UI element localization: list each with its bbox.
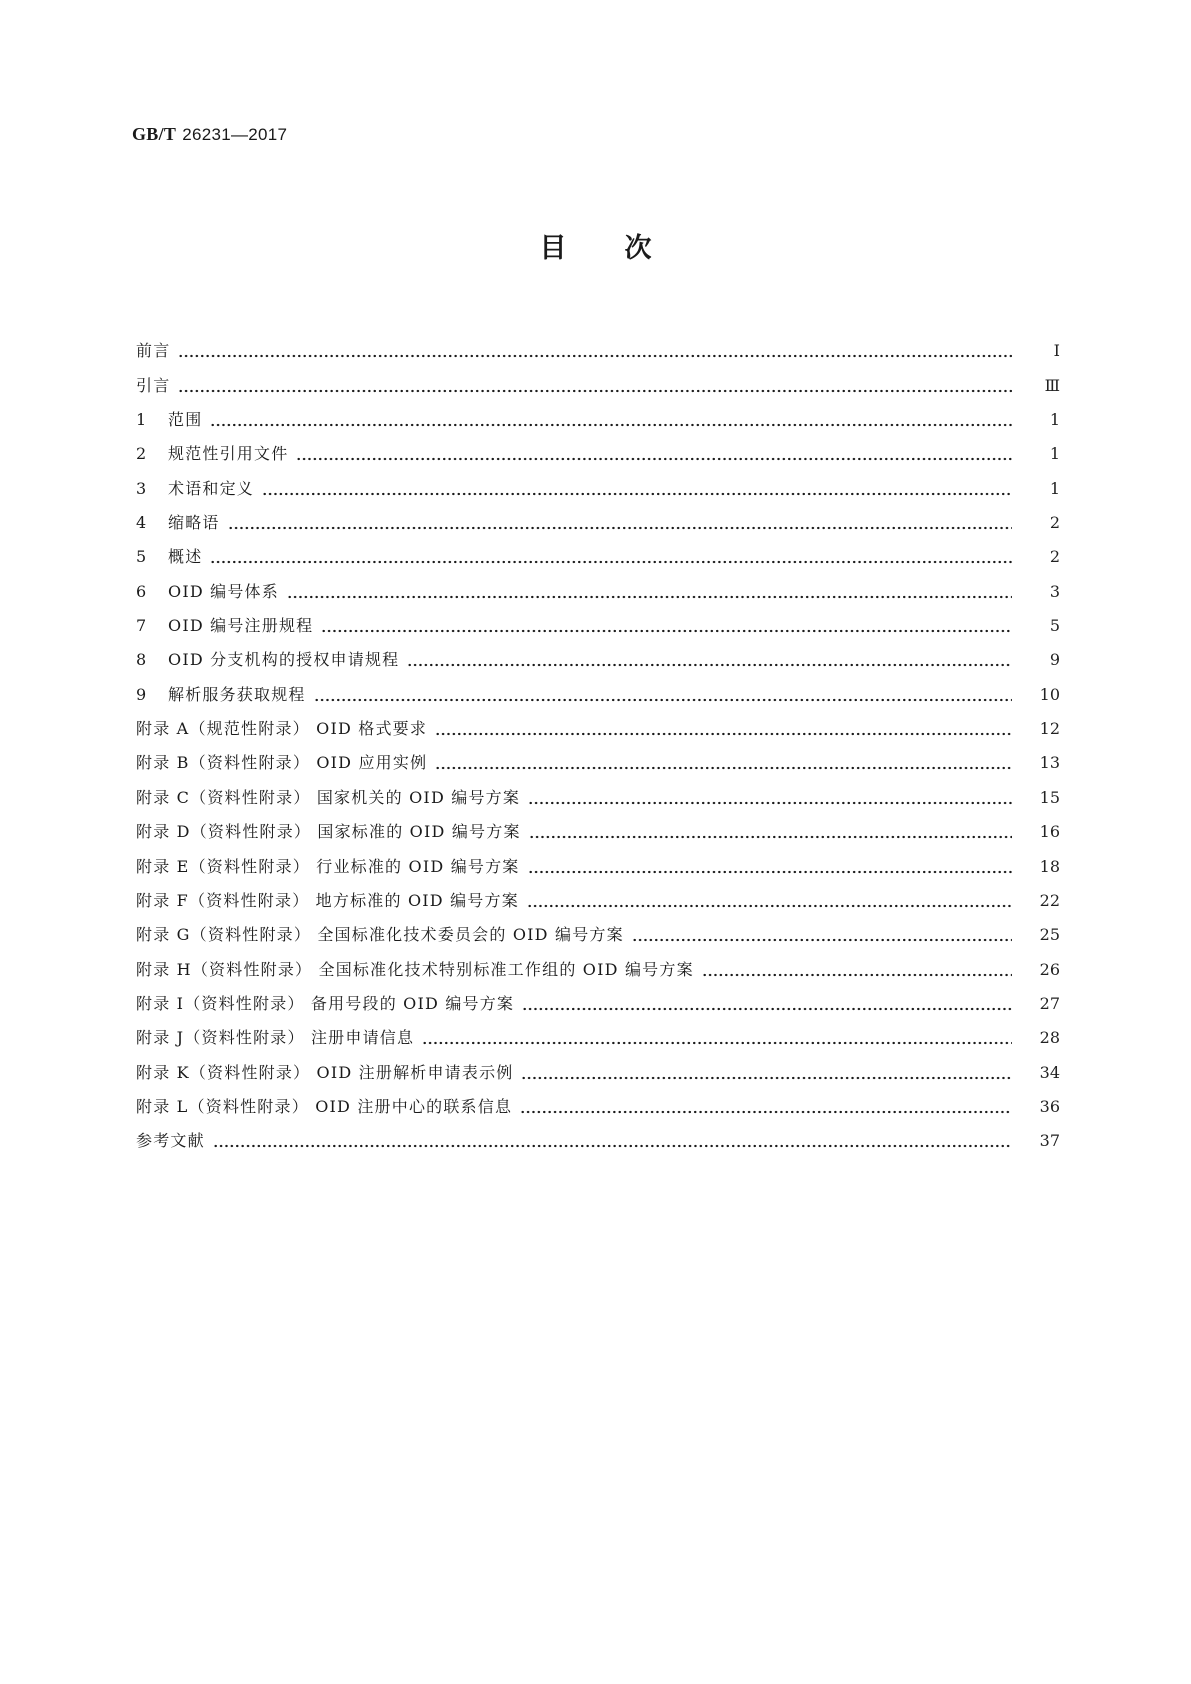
toc-entry-text: 附录 B（资料性附录） OID 应用实例 — [136, 753, 428, 773]
toc-entry-text: 解析服务获取规程 — [168, 684, 306, 704]
toc-entry[interactable] — [136, 980, 1060, 1014]
dot-leader — [528, 788, 1012, 808]
dot-leader — [522, 994, 1012, 1014]
toc-entry-label — [136, 444, 296, 464]
toc-entry-text: 规范性引用文件 — [168, 444, 289, 464]
dot-leader — [210, 547, 1012, 567]
toc-entry[interactable] — [136, 636, 1060, 670]
dot-leader — [527, 891, 1012, 911]
toc-entry-label — [136, 1028, 422, 1048]
toc-entry-text: 附录 C（资料性附录） 国家机关的 OID 编号方案 — [136, 787, 521, 807]
standard-code-header — [132, 124, 287, 145]
toc-entry-page: 37 — [1039, 1131, 1060, 1151]
table-of-contents — [136, 327, 1060, 1151]
toc-entry-text: 附录 F（资料性附录） 地方标准的 OID 编号方案 — [136, 890, 519, 910]
toc-entry[interactable] — [136, 1048, 1060, 1082]
standard-prefix: GB/T — [132, 124, 177, 144]
toc-entry-label — [136, 650, 407, 670]
toc-entry-number: 6 — [136, 581, 147, 601]
dot-leader — [287, 582, 1012, 602]
dot-leader — [702, 960, 1012, 980]
toc-entry-label — [136, 994, 522, 1014]
toc-entry-number: 3 — [136, 478, 147, 498]
toc-entry-number: 4 — [136, 513, 147, 533]
toc-entry[interactable] — [136, 464, 1060, 498]
toc-entry[interactable] — [136, 739, 1060, 773]
toc-entry-label — [136, 925, 632, 945]
toc-entry-page: 1 — [1049, 478, 1060, 498]
toc-entry[interactable] — [136, 945, 1060, 979]
toc-entry-page: 13 — [1039, 753, 1060, 773]
toc-entry-page: 18 — [1039, 856, 1060, 876]
toc-entry-label — [136, 753, 435, 773]
dot-leader — [407, 650, 1012, 670]
dot-leader — [178, 376, 1012, 396]
toc-entry-page: 10 — [1039, 684, 1060, 704]
toc-entry-text: 概述 — [168, 547, 203, 567]
toc-entry-label — [136, 616, 321, 636]
dot-leader — [520, 1097, 1012, 1117]
toc-entry-page: 1 — [1049, 410, 1060, 430]
toc-entry-label — [136, 1063, 521, 1083]
toc-entry-text: OID 分支机构的授权申请规程 — [168, 650, 400, 670]
dot-leader — [521, 1063, 1012, 1083]
toc-entry-number: 9 — [136, 684, 147, 704]
toc-entry-page: Ⅰ — [1053, 341, 1060, 361]
toc-entry-number: 7 — [136, 616, 147, 636]
toc-entry[interactable] — [136, 842, 1060, 876]
toc-entry[interactable] — [136, 1083, 1060, 1117]
toc-entry-page: 28 — [1039, 1028, 1060, 1048]
dot-leader — [422, 1028, 1012, 1048]
toc-entry-page: 36 — [1039, 1096, 1060, 1116]
toc-entry-page: 2 — [1049, 547, 1060, 567]
toc-entry-page: 22 — [1039, 890, 1060, 910]
toc-entry-label — [136, 513, 228, 533]
dot-leader — [435, 753, 1012, 773]
toc-entry-label — [136, 410, 210, 430]
toc-entry[interactable] — [136, 705, 1060, 739]
dot-leader — [314, 685, 1012, 705]
toc-entry-label — [136, 822, 529, 842]
toc-entry[interactable] — [136, 499, 1060, 533]
toc-entry-page: 5 — [1049, 616, 1060, 636]
toc-entry-label — [136, 891, 527, 911]
toc-entry-text: OID 编号注册规程 — [168, 616, 314, 636]
toc-entry[interactable] — [136, 1014, 1060, 1048]
toc-entry-page: 1 — [1049, 444, 1060, 464]
dot-leader — [262, 479, 1012, 499]
toc-entry[interactable] — [136, 808, 1060, 842]
toc-entry-page: 34 — [1039, 1062, 1060, 1082]
toc-entry-number: 5 — [136, 547, 147, 567]
toc-entry[interactable] — [136, 670, 1060, 704]
standard-number: 26231—2017 — [182, 125, 288, 144]
dot-leader — [435, 719, 1012, 739]
toc-entry-text: 引言 — [136, 375, 171, 395]
toc-entry-number: 1 — [136, 410, 147, 430]
toc-entry-page: 25 — [1039, 925, 1060, 945]
toc-entry-text: OID 编号体系 — [168, 581, 279, 601]
dot-leader — [178, 341, 1012, 361]
toc-entry-label — [136, 341, 178, 361]
toc-entry[interactable] — [136, 773, 1060, 807]
toc-entry-text: 附录 I（资料性附录） 备用号段的 OID 编号方案 — [136, 993, 515, 1013]
toc-entry-label — [136, 547, 210, 567]
toc-entry[interactable] — [136, 533, 1060, 567]
toc-entry-text: 附录 J（资料性附录） 注册申请信息 — [136, 1028, 415, 1048]
toc-entry-page: Ⅲ — [1044, 375, 1060, 395]
dot-leader — [321, 616, 1012, 636]
toc-entry[interactable] — [136, 567, 1060, 601]
toc-entry-text: 参考文献 — [136, 1131, 205, 1151]
toc-entry-label — [136, 376, 178, 396]
toc-entry-label — [136, 719, 435, 739]
dot-leader — [210, 410, 1012, 430]
page-title: 目次 — [539, 233, 710, 264]
toc-entry-page: 27 — [1039, 993, 1060, 1013]
toc-entry[interactable] — [136, 1117, 1060, 1151]
toc-entry-label — [136, 1097, 520, 1117]
toc-entry-page: 12 — [1039, 719, 1060, 739]
dot-leader — [228, 513, 1012, 533]
toc-entry-text: 附录 A（规范性附录） OID 格式要求 — [136, 719, 428, 739]
dot-leader — [632, 925, 1012, 945]
toc-entry-text: 附录 D（资料性附录） 国家标准的 OID 编号方案 — [136, 822, 521, 842]
toc-entry-label — [136, 960, 702, 980]
toc-entry-page: 15 — [1039, 787, 1060, 807]
toc-entry-label — [136, 857, 528, 877]
toc-entry-label — [136, 788, 528, 808]
toc-entry-page: 9 — [1049, 650, 1060, 670]
toc-entry-text: 附录 K（资料性附录） OID 注册解析申请表示例 — [136, 1062, 514, 1082]
toc-entry-text: 术语和定义 — [168, 478, 255, 498]
toc-entry-text: 附录 G（资料性附录） 全国标准化技术委员会的 OID 编号方案 — [136, 925, 624, 945]
dot-leader — [213, 1131, 1012, 1151]
toc-entry-page: 3 — [1049, 581, 1060, 601]
toc-entry-number: 8 — [136, 650, 147, 670]
toc-entry[interactable] — [136, 327, 1060, 361]
dot-leader — [296, 444, 1012, 464]
toc-entry-page: 26 — [1039, 959, 1060, 979]
toc-entry-label — [136, 582, 287, 602]
toc-entry[interactable] — [136, 396, 1060, 430]
toc-entry-text: 附录 H（资料性附录） 全国标准化技术特别标准工作组的 OID 编号方案 — [136, 959, 694, 979]
dot-leader — [529, 822, 1012, 842]
toc-entry-text: 附录 E（资料性附录） 行业标准的 OID 编号方案 — [136, 856, 520, 876]
toc-entry[interactable] — [136, 911, 1060, 945]
toc-entry-label — [136, 685, 314, 705]
toc-entry[interactable] — [136, 602, 1060, 636]
toc-entry[interactable] — [136, 877, 1060, 911]
toc-entry[interactable] — [136, 430, 1060, 464]
toc-entry-text: 附录 L（资料性附录） OID 注册中心的联系信息 — [136, 1096, 513, 1116]
toc-entry[interactable] — [136, 361, 1060, 395]
toc-entry-text: 前言 — [136, 341, 171, 361]
toc-entry-label — [136, 1131, 213, 1151]
toc-entry-page: 2 — [1049, 513, 1060, 533]
toc-entry-text: 缩略语 — [168, 513, 220, 533]
toc-entry-text: 范围 — [168, 410, 203, 430]
dot-leader — [528, 857, 1013, 877]
toc-entry-number: 2 — [136, 444, 147, 464]
toc-entry-page: 16 — [1039, 822, 1060, 842]
toc-entry-label — [136, 479, 262, 499]
